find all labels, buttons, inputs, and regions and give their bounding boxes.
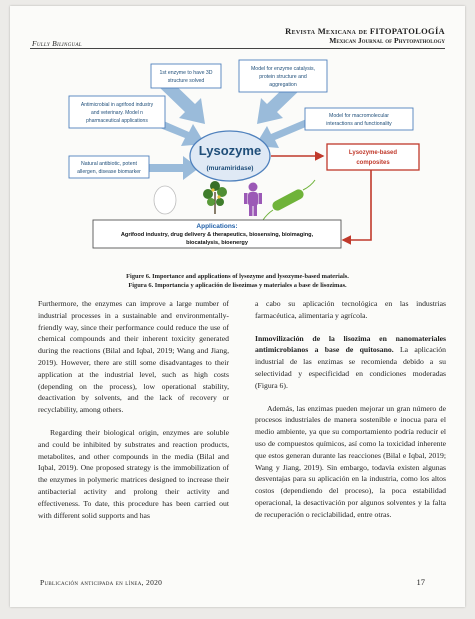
box-model-catalysis-line-3: aggregation	[269, 82, 297, 88]
journal-title-en: Mexican Journal of Phytopathology	[329, 36, 445, 45]
right-paragraph-3: Además, las enzimas pueden mejorar un gran número de procesos industriales de manera sostenible e inocua para el medio ambiente, ya que su comportamiento podría reducir el uso de compuestos químicos, así como la toxicidad inherente que estos generan durante las reacciones (Bilal e Iqbal, 2019; Wang y Jiang, 2019). Sin embargo, todavía existen algunas desventajas para su aplicación en la industria, como los altos costos (dependiendo del proceso), la poca estabilidad operacional, la desactivación por algunos solventes y la falta de recuperación o reciclabilidad, entre otras.	[255, 403, 446, 519]
section-heading: Inmovilización de la lisozima en nanomateriales antimicrobianos a base de quitosano.	[255, 333, 446, 355]
box-composites-line-2: composites	[356, 160, 390, 166]
caption-en: Figure 6. Importance and applications of lysozyme and lysozyme-based materials.	[126, 273, 349, 280]
applications-box	[93, 220, 341, 248]
egg-icon	[154, 186, 176, 214]
bacterium-icon	[263, 180, 315, 220]
box-enzyme3d-line-2: structure solved	[167, 78, 205, 84]
red-arrow-down	[343, 170, 371, 240]
box-antimicrobial-line-1: Antimicrobial in agrifood industry	[80, 102, 154, 108]
caption-es: Figura 6. Importancia y aplicación de lisozimas y materiales a base de lisozimas.	[128, 281, 347, 289]
plant-icon	[203, 181, 227, 214]
box-composites-line-1: Lysozyme-based	[348, 150, 398, 156]
box-model-catalysis	[239, 60, 327, 92]
box-macromolecular-line-2: interactions and functionality	[326, 121, 392, 127]
box-enzyme3d-line-1: 1st enzyme to have 3D	[159, 70, 213, 76]
box-natural-antibiotic-line-1: Natural antibiotic, potent	[81, 161, 137, 167]
header-rule	[30, 48, 445, 49]
box-model-catalysis-line-1: Model for enzyme catalysis,	[250, 66, 316, 72]
applications-line-1: Agrifood industry, drug delivery & therapeutics, biosensing, bioimaging,	[120, 232, 314, 238]
header-left: Fully Bilingual	[32, 39, 82, 48]
left-paragraph-1: Furthermore, the enzymes can improve a large number of industrial processes in a sustainable and environmentally-friendly way, since their performance could reduce the use of chemical compounds and their inherent toxicity generated during the reactions (Bilal and Iqbal, 2019; Wang and Jiang, 2019). However, there are still some disadvantages to their application at the industrial level, such as high costs (depending on the process), low operational stability, deactivation by solvents, and the lack of recovery or recyclability, among others.	[38, 299, 229, 415]
applications-title: Applications:	[196, 223, 238, 230]
left-column	[38, 298, 229, 532]
center-title: Lysozyme	[198, 143, 262, 158]
footer-left: Publicación anticipada en línea, 2020	[40, 578, 163, 587]
box-macromolecular	[305, 108, 413, 130]
right-column	[255, 298, 446, 532]
box-antimicrobial-line-2: and veterinary. Model n	[91, 110, 143, 116]
applications-line-2: biocatalysis, bioenergy	[186, 240, 248, 246]
journal-header	[285, 27, 445, 45]
box-macromolecular-line-1: Model for macromolecular	[329, 113, 389, 119]
center-subtitle: (muramiridase)	[206, 165, 254, 172]
box-model-catalysis-line-2: protein structure and	[259, 74, 307, 80]
human-figure-icon	[244, 183, 262, 217]
figure-6-diagram	[65, 52, 425, 250]
page-number: 17	[416, 577, 425, 587]
box-natural-antibiotic-line-2: allergen, disease biomarker	[77, 169, 141, 175]
figure-caption	[30, 273, 445, 290]
journal-page	[10, 6, 465, 607]
box-composites	[327, 144, 419, 170]
right-paragraph-2-text: La aplicación industrial de las enzimas se recomienda debido a su selectividad y especificidad en condiciones moderadas (Figura 6).	[255, 345, 446, 390]
left-paragraph-2: Regarding their biological origin, enzymes are soluble and could be inhibited by substrates and reaction products, metabolites, and other compounds in the media (Bilal and Iqbal, 2019). One proposed strategy is the immobilization of the enzymes in polymeric matrices designed to increase their antibacterial activity and prolong their activity and effectiveness. To date, this procedure has been carried out with different solid supports and has	[38, 427, 229, 520]
right-paragraph-1: a cabo su aplicación tecnológica en las industrias farmacéutica, alimentaria y agrícola.	[255, 299, 446, 320]
box-antimicrobial-line-3: pharmaceutical applications	[86, 118, 148, 124]
journal-title-es: Revista Mexicana de FITOPATOLOGÍA	[285, 26, 445, 36]
box-antimicrobial	[69, 96, 165, 128]
box-enzyme3d	[151, 64, 221, 88]
box-natural-antibiotic	[69, 156, 149, 178]
right-paragraph-2	[255, 333, 446, 392]
